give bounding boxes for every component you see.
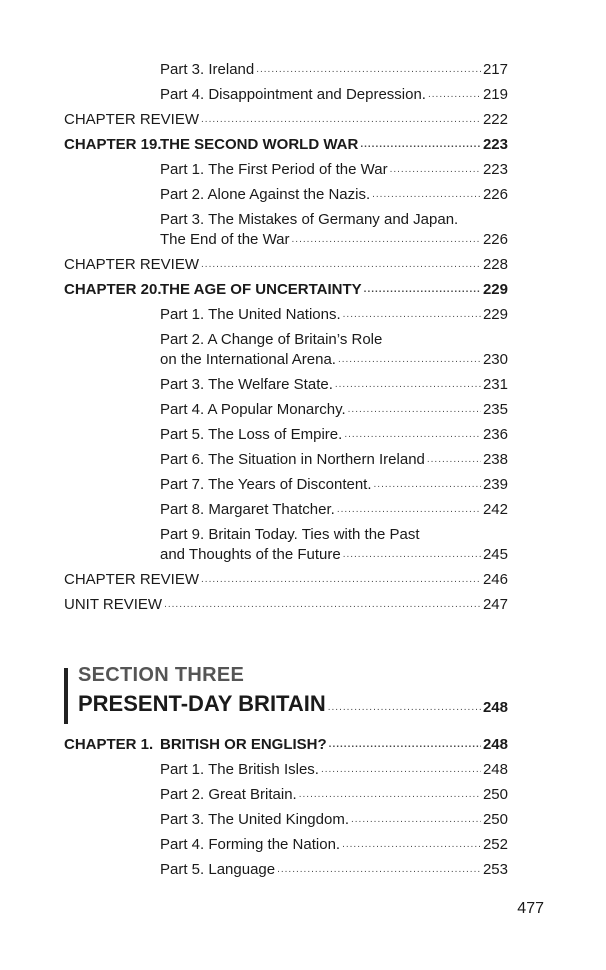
toc-list-bottom bbox=[64, 730, 508, 885]
toc-chapter-number: CHAPTER 20. bbox=[64, 281, 162, 298]
toc-entry-part bbox=[64, 375, 508, 395]
toc-entry-label: Part 4. A Popular Monarchy. bbox=[160, 401, 346, 418]
toc-entry-label: Part 8. Margaret Thatcher. bbox=[160, 501, 335, 518]
dot-leader bbox=[201, 110, 481, 130]
toc-entry-part bbox=[64, 160, 508, 180]
toc-entry-label: Part 4. Forming the Nation. bbox=[160, 836, 341, 853]
toc-entry-label: Part 3. The United Kingdom. bbox=[160, 811, 349, 828]
toc-entry-page: 230 bbox=[482, 351, 508, 368]
toc-entry-label: Part 6. The Situation in Northern Ireland bbox=[160, 451, 425, 468]
toc-chapter-title: BRITISH OR ENGLISH? bbox=[160, 736, 327, 753]
dot-leader bbox=[342, 835, 481, 855]
toc-entry-page: 235 bbox=[482, 401, 508, 418]
toc-chapter-label bbox=[64, 135, 358, 155]
toc-entry-page: 252 bbox=[482, 836, 508, 853]
toc-entry-part bbox=[64, 760, 508, 780]
toc-entry-part bbox=[64, 525, 508, 565]
section-kicker: SECTION THREE bbox=[78, 664, 245, 686]
toc-entry-page: 236 bbox=[482, 426, 508, 443]
toc-entry-part bbox=[64, 185, 508, 205]
dot-leader bbox=[201, 570, 481, 590]
toc-entry-label-line1: Part 2. A Change of Britain’s Role bbox=[160, 331, 383, 348]
toc-entry-page: 250 bbox=[482, 786, 508, 803]
toc-chapter-label bbox=[64, 280, 362, 300]
page-number: 477 bbox=[517, 900, 544, 917]
toc-entry-part bbox=[64, 475, 508, 495]
toc-entry-page: 219 bbox=[482, 86, 508, 103]
dot-leader bbox=[329, 735, 481, 755]
toc-entry-page: 248 bbox=[482, 761, 508, 778]
toc-entry-part bbox=[64, 305, 508, 325]
toc-entry-label-line1: Part 9. Britain Today. Ties with the Past bbox=[160, 526, 420, 543]
toc-entry-part bbox=[64, 60, 508, 80]
toc-entry-part bbox=[64, 450, 508, 470]
toc-entry-page: 229 bbox=[482, 306, 508, 323]
toc-entry-page: 250 bbox=[482, 811, 508, 828]
toc-entry-label: Part 3. Ireland bbox=[160, 61, 255, 78]
toc-entry-page: 246 bbox=[482, 571, 508, 588]
dot-leader bbox=[351, 810, 481, 830]
toc-chapter-title: THE SECOND WORLD WAR bbox=[160, 136, 359, 153]
toc-entry-page: 223 bbox=[482, 136, 508, 153]
toc-entry-label-line2: on the International Arena. bbox=[160, 351, 336, 368]
toc-entry-last-line bbox=[160, 545, 508, 565]
dot-leader bbox=[337, 500, 481, 520]
toc-entry-part bbox=[64, 400, 508, 420]
dot-leader bbox=[427, 450, 481, 470]
toc-entry-page: 228 bbox=[482, 256, 508, 273]
toc-entry-page: 222 bbox=[482, 111, 508, 128]
dot-leader bbox=[343, 305, 481, 325]
dot-leader bbox=[360, 135, 481, 155]
toc-entry-label: Part 1. The United Nations. bbox=[160, 306, 341, 323]
dot-leader bbox=[372, 185, 481, 205]
dot-leader bbox=[201, 255, 481, 275]
toc-entry-label: Part 2. Great Britain. bbox=[160, 786, 297, 803]
toc-entry-review bbox=[64, 595, 508, 615]
toc-entry-page: 231 bbox=[482, 376, 508, 393]
dot-leader bbox=[390, 160, 481, 180]
toc-entry-label: Part 7. The Years of Discontent. bbox=[160, 476, 372, 493]
toc-entry-review bbox=[64, 110, 508, 130]
toc-entry-page: 238 bbox=[482, 451, 508, 468]
toc-chapter-label bbox=[64, 735, 327, 755]
dot-leader bbox=[256, 60, 481, 80]
dot-leader bbox=[292, 230, 481, 250]
dot-leader bbox=[364, 280, 481, 300]
toc-entry-page: 217 bbox=[482, 61, 508, 78]
toc-entry-label-line2: and Thoughts of the Future bbox=[160, 546, 341, 563]
toc-entry-page: 223 bbox=[482, 161, 508, 178]
dot-leader bbox=[299, 785, 481, 805]
dot-leader bbox=[374, 475, 481, 495]
toc-entry-chapter bbox=[64, 280, 508, 300]
toc-entry-label: CHAPTER REVIEW bbox=[64, 256, 200, 273]
dot-leader bbox=[343, 545, 481, 565]
toc-chapter-title: THE AGE OF UNCERTAINTY bbox=[160, 281, 362, 298]
toc-entry-label: Part 1. The First Period of the War bbox=[160, 161, 388, 178]
toc-entry-label: Part 1. The British Isles. bbox=[160, 761, 319, 778]
toc-entry-page: 226 bbox=[482, 231, 508, 248]
toc-entry-label: Part 5. The Loss of Empire. bbox=[160, 426, 343, 443]
toc-entry-label: Part 2. Alone Against the Nazis. bbox=[160, 186, 371, 203]
toc-entry-label: CHAPTER REVIEW bbox=[64, 111, 200, 128]
section-bar bbox=[64, 668, 68, 724]
toc-entry-last-line bbox=[160, 350, 508, 370]
toc-entry-label: CHAPTER REVIEW bbox=[64, 571, 200, 588]
section-heading bbox=[64, 662, 508, 718]
toc-entry-page: 242 bbox=[482, 501, 508, 518]
toc-entry-part bbox=[64, 210, 508, 250]
toc-entry-part bbox=[64, 500, 508, 520]
toc-entry-part bbox=[64, 860, 508, 880]
toc-entry-label: Part 4. Disappointment and Depression. bbox=[160, 86, 426, 103]
dot-leader bbox=[428, 85, 481, 105]
toc-entry-chapter bbox=[64, 735, 508, 755]
toc-entry-page: 253 bbox=[482, 861, 508, 878]
toc-chapter-number: CHAPTER 1. bbox=[64, 736, 154, 753]
toc-entry-review bbox=[64, 255, 508, 275]
toc-entry-last-line bbox=[160, 230, 508, 250]
section-title: PRESENT-DAY BRITAIN bbox=[78, 691, 326, 716]
toc-entry-label: UNIT REVIEW bbox=[64, 596, 163, 613]
toc-entry-label-line2: The End of the War bbox=[160, 231, 290, 248]
toc-entry-part bbox=[64, 330, 508, 370]
toc-entry-page: 245 bbox=[482, 546, 508, 563]
dot-leader bbox=[164, 595, 481, 615]
toc-entry-label: Part 5. Language bbox=[160, 861, 276, 878]
toc-entry-page: 229 bbox=[482, 281, 508, 298]
toc-entry-part bbox=[64, 425, 508, 445]
dot-leader bbox=[328, 698, 481, 718]
toc-list-top bbox=[64, 60, 508, 620]
dot-leader bbox=[348, 400, 481, 420]
toc-entry-page: 239 bbox=[482, 476, 508, 493]
dot-leader bbox=[335, 375, 481, 395]
toc-entry-label: Part 3. The Welfare State. bbox=[160, 376, 333, 393]
dot-leader bbox=[277, 860, 481, 880]
toc-entry-chapter bbox=[64, 135, 508, 155]
toc-entry-part bbox=[64, 810, 508, 830]
toc-entry-part bbox=[64, 835, 508, 855]
section-page-number: 248 bbox=[482, 699, 508, 716]
toc-entry-part bbox=[64, 785, 508, 805]
toc-entry-page: 226 bbox=[482, 186, 508, 203]
toc-entry-page: 247 bbox=[482, 596, 508, 613]
section-title-row bbox=[78, 690, 508, 718]
toc-entry-review bbox=[64, 570, 508, 590]
toc-chapter-number: CHAPTER 19. bbox=[64, 136, 162, 153]
dot-leader bbox=[344, 425, 481, 445]
toc-entry-page: 248 bbox=[482, 736, 508, 753]
toc-entry-part bbox=[64, 85, 508, 105]
dot-leader bbox=[338, 350, 481, 370]
dot-leader bbox=[321, 760, 481, 780]
toc-entry-label-line1: Part 3. The Mistakes of Germany and Japan. bbox=[160, 211, 459, 228]
